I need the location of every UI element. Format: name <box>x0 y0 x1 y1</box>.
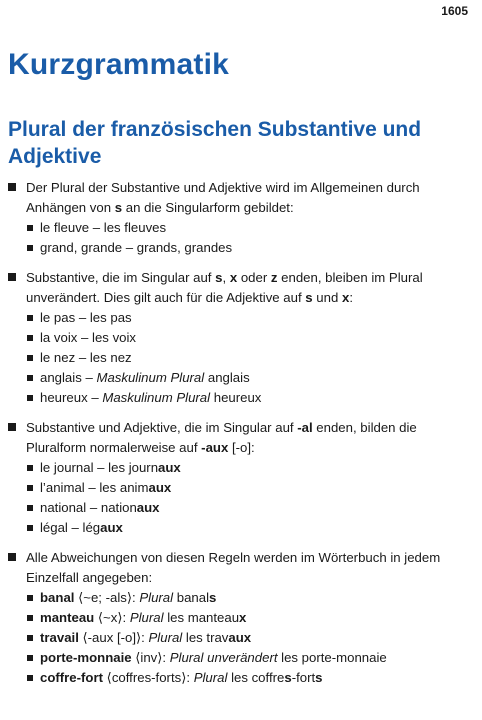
small-square-bullet-icon <box>27 355 33 361</box>
text-run: les coffre <box>227 670 285 685</box>
small-square-bullet-icon <box>27 225 33 231</box>
text-run: aux <box>228 630 252 645</box>
example-item <box>26 218 478 238</box>
rule-section-al-aux <box>8 418 478 538</box>
rule-text <box>26 178 478 218</box>
text-run: aux <box>136 500 160 515</box>
text-run: les trav <box>182 630 229 645</box>
example-list <box>26 308 478 408</box>
page-number: 1605 <box>441 4 468 18</box>
small-square-bullet-icon <box>27 395 33 401</box>
text-run: Substantive, die im Singular auf <box>26 270 216 285</box>
square-bullet-icon <box>8 273 16 281</box>
page-title: Kurzgrammatik <box>8 48 229 81</box>
text-run: légal – lég <box>40 520 101 535</box>
text-run: s <box>315 670 323 685</box>
text-run: s <box>114 200 123 215</box>
square-bullet-icon <box>8 553 16 561</box>
text-run: la voix – les voix <box>40 330 137 345</box>
small-square-bullet-icon <box>27 655 33 661</box>
text-run: coffre-fort <box>40 670 104 685</box>
small-square-bullet-icon <box>27 335 33 341</box>
example-item <box>26 388 478 408</box>
small-square-bullet-icon <box>27 315 33 321</box>
rule-text <box>26 418 478 458</box>
rule-section-exceptions <box>8 548 478 688</box>
text-run: Maskulinum Plural <box>96 370 205 385</box>
rule-text <box>26 548 478 588</box>
example-item <box>26 608 478 628</box>
section-heading: Plural der französischen Substantive und Adjektive <box>8 118 422 168</box>
text-run: Plural <box>148 630 183 645</box>
text-run: ⟨inv⟩: <box>131 650 170 665</box>
text-run: , <box>222 270 230 285</box>
text-run: oder <box>237 270 271 285</box>
text-run: Alle Abweichungen von diesen Regeln werden im Wörterbuch in jedem Einzelfall angegeben: <box>26 550 441 585</box>
text-run: enden, bleiben im Plural unverändert. Dies gilt auch für die Adjektive auf <box>26 270 423 305</box>
example-item <box>26 498 478 518</box>
text-run: heureux – <box>40 390 103 405</box>
text-run: anglais <box>204 370 250 385</box>
square-bullet-icon <box>8 183 16 191</box>
small-square-bullet-icon <box>27 375 33 381</box>
rule-text <box>26 268 478 308</box>
small-square-bullet-icon <box>27 675 33 681</box>
example-list <box>26 218 478 258</box>
text-run: banal <box>40 590 75 605</box>
text-run: Plural unverändert <box>169 650 278 665</box>
text-run: Maskulinum Plural <box>102 390 211 405</box>
example-item <box>26 458 478 478</box>
example-item <box>26 478 478 498</box>
text-run: porte-monnaie <box>40 650 132 665</box>
example-item <box>26 348 478 368</box>
square-bullet-icon <box>8 423 16 431</box>
example-item <box>26 328 478 348</box>
text-run: z <box>270 270 278 285</box>
text-run: enden, bilden die Pluralform normalerweise auf <box>26 420 417 455</box>
text-run: aux <box>100 520 123 535</box>
small-square-bullet-icon <box>27 595 33 601</box>
text-run: -aux <box>201 440 229 455</box>
text-run: x <box>239 610 247 625</box>
text-run: national – nation <box>40 500 137 515</box>
text-run: banal <box>173 590 210 605</box>
text-run: [-o]: <box>228 440 255 455</box>
text-run: x <box>229 270 238 285</box>
text-run: s <box>305 290 313 305</box>
grammar-content <box>8 178 478 698</box>
text-run: -al <box>297 420 313 435</box>
small-square-bullet-icon <box>27 525 33 531</box>
small-square-bullet-icon <box>27 465 33 471</box>
example-list <box>26 458 478 538</box>
text-run: x <box>341 290 350 305</box>
text-run: le journal – les journ <box>40 460 159 475</box>
text-run: grand, grande – grands, grandes <box>40 240 233 255</box>
example-item <box>26 628 478 648</box>
rule-section-general <box>8 178 478 258</box>
text-run: Plural <box>193 670 228 685</box>
text-run: und <box>312 290 342 305</box>
small-square-bullet-icon <box>27 485 33 491</box>
text-run: le pas – les pas <box>40 310 132 325</box>
text-run: ⟨~e; -als⟩: <box>74 590 140 605</box>
text-run: aux <box>158 460 181 475</box>
text-run: anglais – <box>40 370 97 385</box>
text-run: travail <box>40 630 79 645</box>
text-run: s <box>209 590 217 605</box>
text-run: les porte-monnaie <box>277 650 387 665</box>
text-run: : <box>349 290 353 305</box>
text-run: -fort <box>291 670 316 685</box>
example-item <box>26 308 478 328</box>
text-run: s <box>215 270 223 285</box>
example-item <box>26 238 478 258</box>
small-square-bullet-icon <box>27 615 33 621</box>
text-run: aux <box>148 480 172 495</box>
example-item <box>26 518 478 538</box>
text-run: ⟨-aux [-o]⟩: <box>78 630 149 645</box>
example-list <box>26 588 478 688</box>
text-run: Plural <box>129 610 164 625</box>
rule-section-s-x-z <box>8 268 478 408</box>
example-item <box>26 588 478 608</box>
text-run: heureux <box>210 390 262 405</box>
example-item <box>26 368 478 388</box>
text-run: an die Singularform gebildet: <box>122 200 294 215</box>
text-run: manteau <box>40 610 95 625</box>
small-square-bullet-icon <box>27 505 33 511</box>
text-run: Plural <box>139 590 174 605</box>
text-run: le fleuve – les fleuves <box>40 220 167 235</box>
text-run: Der Plural der Substantive und Adjektive wird im Allgemeinen durch Anhängen von <box>26 180 420 215</box>
small-square-bullet-icon <box>27 245 33 251</box>
example-item <box>26 668 478 688</box>
text-run: s <box>284 670 292 685</box>
example-item <box>26 648 478 668</box>
text-run: ⟨~x⟩: <box>94 610 130 625</box>
text-run: les manteau <box>163 610 240 625</box>
text-run: l’animal – les anim <box>40 480 149 495</box>
text-run: le nez – les nez <box>40 350 132 365</box>
small-square-bullet-icon <box>27 635 33 641</box>
text-run: Substantive und Adjektive, die im Singular auf <box>26 420 298 435</box>
text-run: ⟨coffres-forts⟩: <box>103 670 194 685</box>
